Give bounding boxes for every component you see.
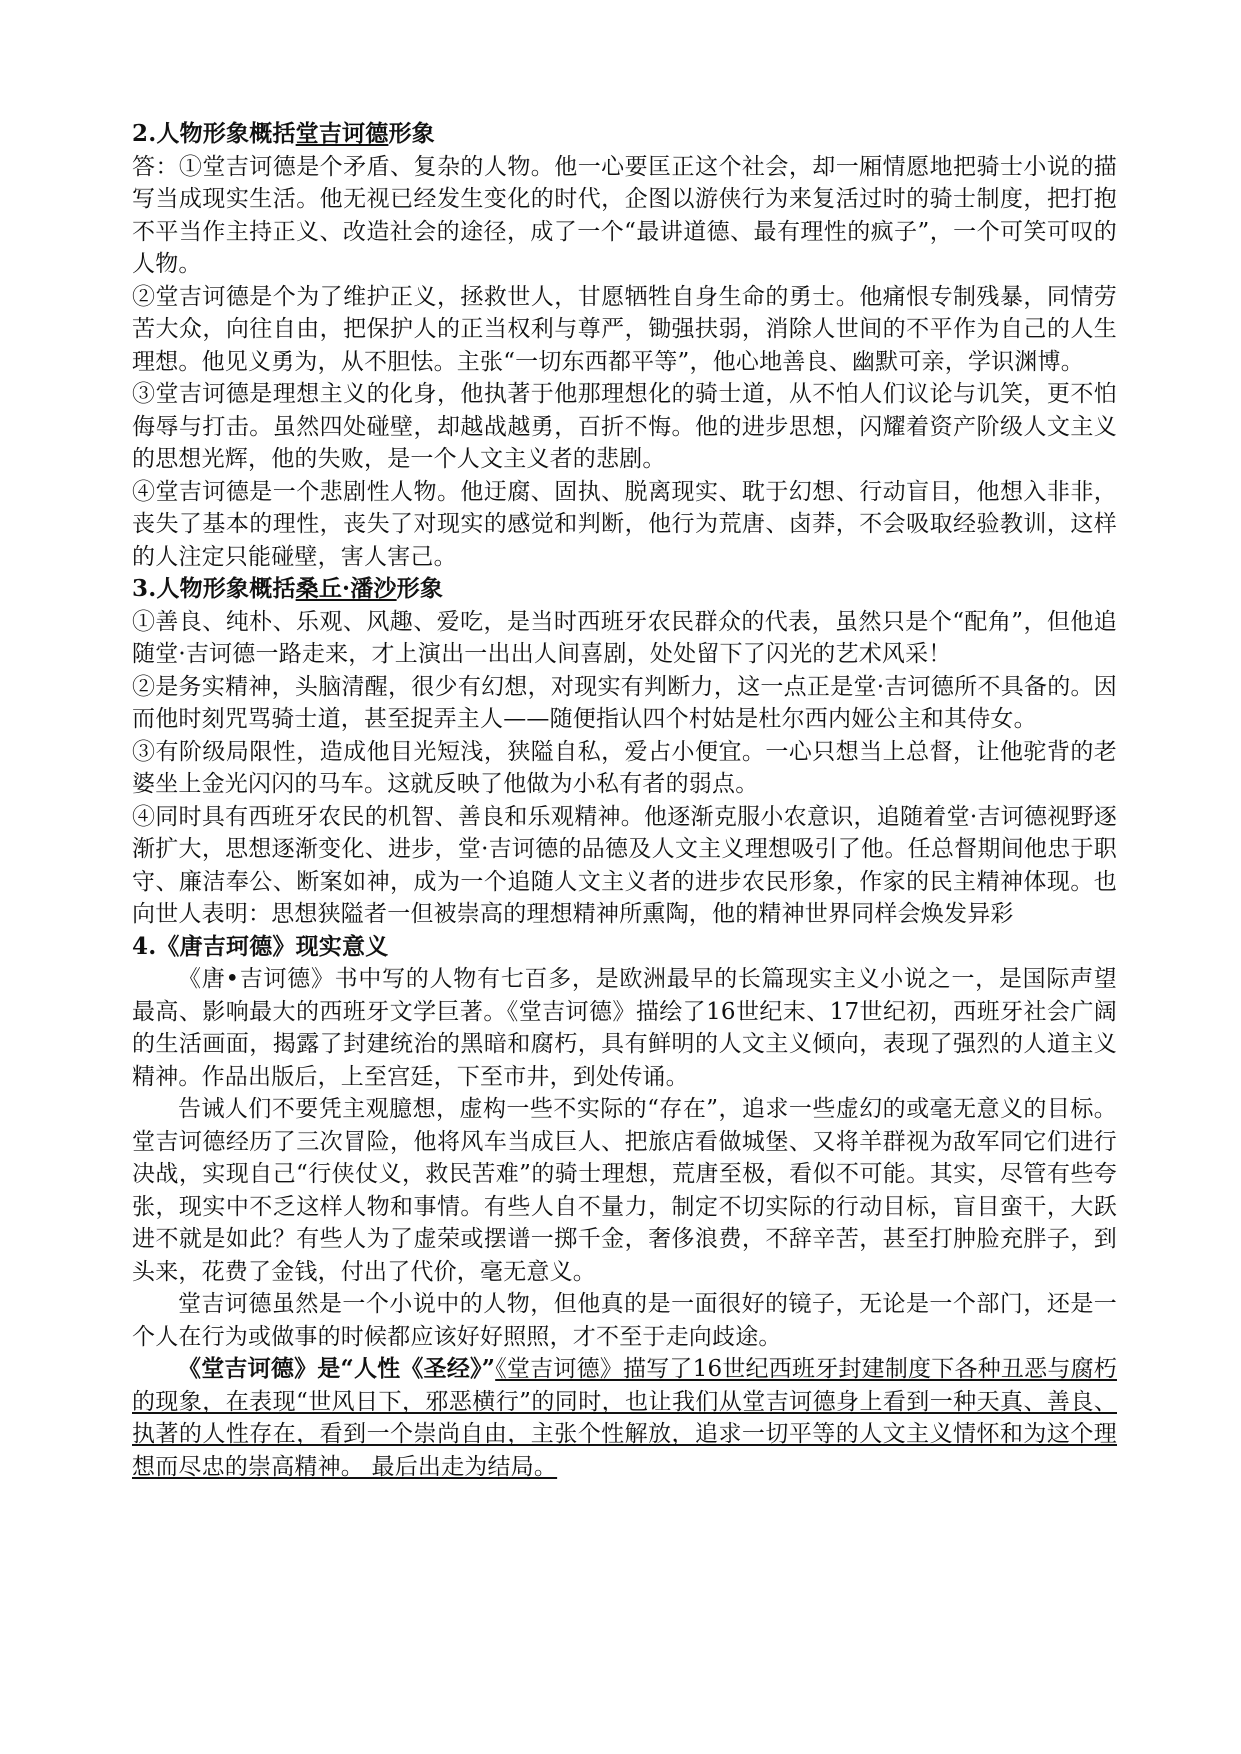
section-4-heading: 4.《唐吉珂德》现实意义 [132,932,389,960]
section-2-heading-prefix: 2.人物形象概括 [132,120,296,147]
section-4-paragraph-4 [132,1353,1117,1483]
section-2-heading-suffix: 形象 [388,120,435,147]
section-3-heading-subject: 桑丘·潘沙 [295,575,397,602]
section-2-paragraph-2: ②堂吉诃德是个为了维护正义，拯救世人，甘愿牺牲自身生命的勇士。他痛恨专制残暴，同情劳苦大众，向往自由，把保护人的正当权利与尊严，锄强扶弱，消除人世间的不平作为自己的人生理想。他见义勇为，从不胆怯。主张“一切东西都平等”，他心地善良、幽默可亲，学识渊博。 [132,283,1117,375]
section-3-heading-suffix: 形象 [396,575,444,602]
section-2-paragraph-1: 答：①堂吉诃德是个矛盾、复杂的人物。他一心要匡正这个社会，却一厢情愿地把骑士小说的描写当成现实生活。他无视已经发生变化的时代，企图以游侠行为来复活过时的骑士制度，把打抱不平当作主持正义、改造社会的途径，成了一个“最讲道德、最有理性的疯子”，一个可笑可叹的人物。 [132,153,1117,277]
section-2-heading [132,118,1117,151]
section-3-paragraph-3: ③有阶级局限性，造成他目光短浅，狭隘自私，爱占小便宜。一心只想当上总督，让他驼背的老婆坐上金光闪闪的马车。这就反映了他做为小私有者的弱点。 [132,738,1117,797]
section-4-paragraph-1: 《唐•吉诃德》书中写的人物有七百多，是欧洲最早的长篇现实主义小说之一，是国际声望最高、影响最大的西班牙文学巨著。《堂吉诃德》描绘了16世纪末、17世纪初，西班牙社会广阔的生活画面，揭露了封建统治的黑暗和腐朽，具有鲜明的人文主义倾向，表现了强烈的人道主义精神。作品出版后，上至宫廷，下至市井，到处传诵。 [132,966,1117,1090]
section-4-paragraph-3: 堂吉诃德虽然是一个小说中的人物，但他真的是一面很好的镜子，无论是一个部门，还是一个人在行为或做事的时候都应该好好照照，才不至于走向歧途。 [132,1291,1117,1350]
section-3-paragraph-2: ②是务实精神，头脑清醒，很少有幻想，对现实有判断力，这一点正是堂·吉诃德所不具备的。因而他时刻咒骂骑士道，甚至捉弄主人——随便指认四个村姑是杜尔西内娅公主和其侍女。 [132,673,1117,732]
section-3-heading [132,573,1117,606]
section-2-paragraph-4: ④堂吉诃德是一个悲剧性人物。他迂腐、固执、脱离现实、耽于幻想、行动盲目，他想入非非，丧失了基本的理性，丧失了对现实的感觉和判断，他行为荒唐、卤莽，不会吸取经验教训，这样的人注定只能碰壁，害人害己。 [132,478,1117,570]
document-body [132,118,1117,1483]
section-3-paragraph-4: ④同时具有西班牙农民的机智、善良和乐观精神。他逐渐克服小农意识，追随着堂·吉诃德视野逐渐扩大，思想逐渐变化、进步，堂·吉诃德的品德及人文主义理想吸引了他。任总督期间他忠于职守、廉洁奉公、断案如神，成为一个追随人文主义者的进步农民形象，作家的民主精神体现。也向世人表明：思想狭隘者一但被崇高的理想精神所熏陶，他的精神世界同样会焕发异彩 [132,803,1117,927]
section-2-paragraph-3: ③堂吉诃德是理想主义的化身，他执著于他那理想化的骑士道，从不怕人们议论与讥笑，更不怕侮辱与打击。虽然四处碰壁，却越战越勇，百折不悔。他的进步思想，闪耀着资产阶级人文主义的思想光辉，他的失败，是一个人文主义者的悲剧。 [132,381,1117,472]
section-4-paragraph-4-body: 《堂吉诃德》描写了16世纪西班牙封建制度下各种丑恶与腐朽的现象，在表现“世风日下，邪恶横行”的同时，也让我们从堂吉诃德身上看到一种天真、善良、执著的人性存在，看到一个崇尚自由，主张个性解放，追求一切平等的人文主义情怀和为这个理想而尽忠的崇高精神。 最后出走为结局。 [132,1356,1117,1480]
section-3-heading-prefix: 3.人物形象概括 [132,575,296,602]
section-4-paragraph-2: 告诫人们不要凭主观臆想，虚构一些不实际的“存在”，追求一些虚幻的或毫无意义的目标。堂吉诃德经历了三次冒险，他将风车当成巨人、把旅店看做城堡、又将羊群视为敌军同它们进行决战，实现自己“行侠仗义，救民苦难”的骑士理想，荒唐至极，看似不可能。其实，尽管有些夸张，现实中不乏这样人物和事情。有些人自不量力，制定不切实际的行动目标，盲目蛮干，大跃进不就是如此？有些人为了虚荣或摆谱一掷千金，奢侈浪费，不辞辛苦，甚至打肿脸充胖子，到头来，花费了金钱，付出了代价，毫无意义。 [132,1096,1117,1285]
section-4-paragraph-4-lead: 《堂吉诃德》是“人性《圣经》” [178,1355,496,1382]
section-3-paragraph-1: ①善良、纯朴、乐观、风趣、爱吃，是当时西班牙农民群众的代表，虽然只是个“配角”，但他追随堂·吉诃德一路走来，才上演出一出出人间喜剧，处处留下了闪光的艺术风采！ [132,608,1117,667]
section-2-heading-subject: 堂吉诃德 [295,120,389,147]
